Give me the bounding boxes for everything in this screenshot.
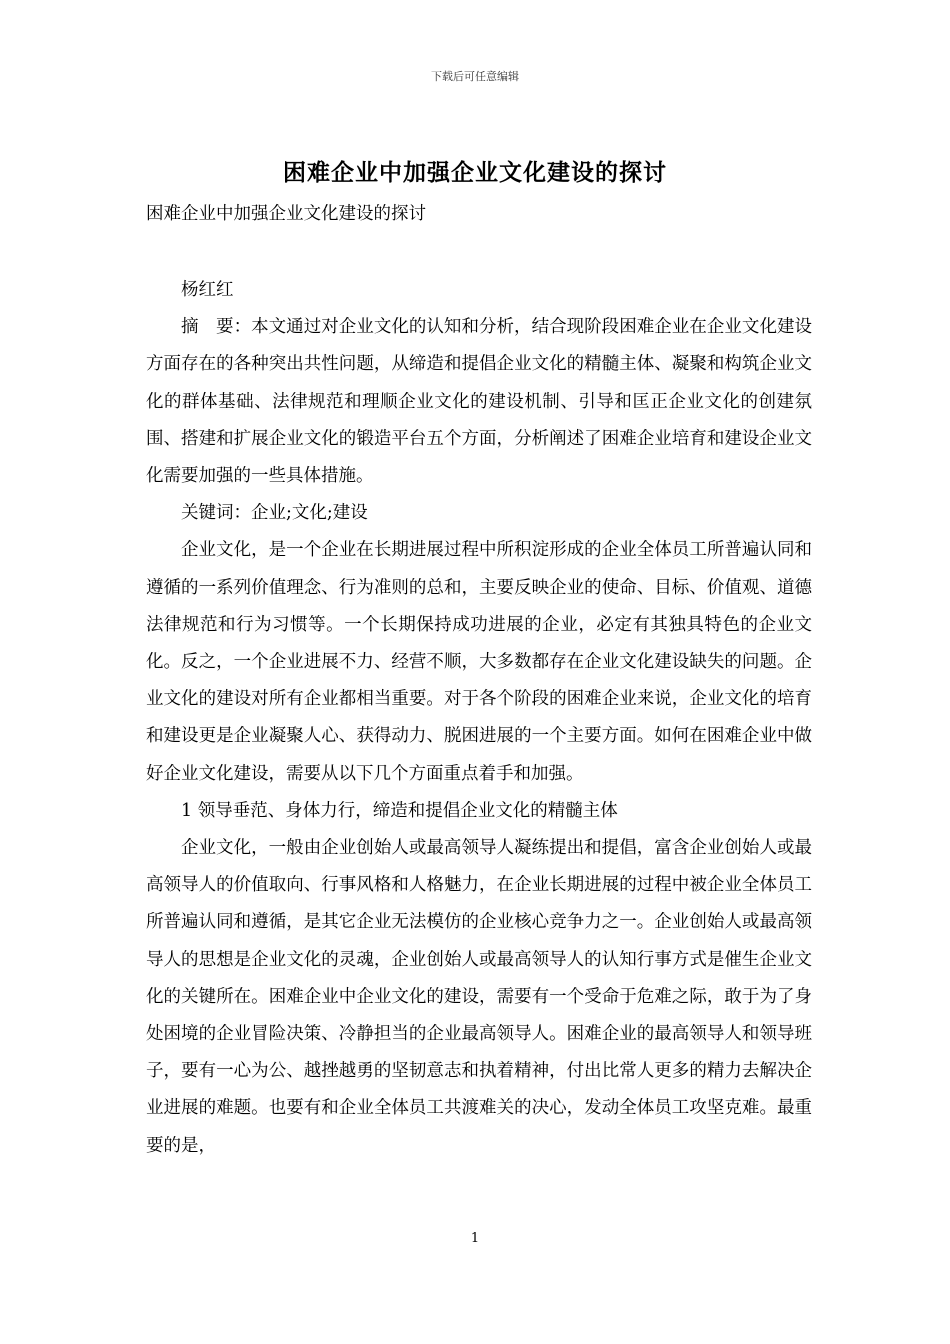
document-subtitle: 困难企业中加强企业文化建设的探讨: [146, 204, 426, 224]
keywords-line: 关键词：企业;文化;建设: [181, 503, 368, 524]
page-number: 1: [470, 1231, 480, 1246]
section1-paragraph: 企业文化，一般由企业创始人或最高领导人凝练提出和提倡，富含企业创始人或最高领导人的价值取向、行事风格和人格魅力，在企业长期进展的过程中被企业全体员工所普遍认同和遵循，是其它企业无法模仿的企业核心竞争力之一。企业创始人或最高领导人的思想是企业文化的灵魂，企业创始人或最高领导人的认知行事方式是催生企业文化的关键所在。困难企业中企业文化的建设，需要有一个受命于危难之际，敢于为了身处困境的企业冒险决策、冷静担当的企业最高领导人。困难企业的最高领导人和领导班子，要有一心为公、越挫越勇的坚韧意志和执着精神，付出比常人更多的精力去解决企业进展的难题。也要有和企业全体员工共渡难关的决心，发动全体员工攻坚克难。最重要的是，: [146, 838, 812, 1156]
section1-heading: 1 领导垂范、身体力行，缔造和提倡企业文化的精髓主体: [181, 800, 618, 821]
intro-paragraph: 企业文化，是一个企业在长期进展过程中所积淀形成的企业全体员工所普遍认同和遵循的一系列价值理念、行为准则的总和，主要反映企业的使命、目标、价值观、道德法律规范和行为习惯等。一个长期保持成功进展的企业，必定有其独具特色的企业文化。反之，一个企业进展不力、经营不顺，大多数都存在企业文化建设缺失的问题。企业文化的建设对所有企业都相当重要。对于各个阶段的困难企业来说，企业文化的培育和建设更是企业凝聚人心、获得动力、脱困进展的一个主要方面。如何在困难企业中做好企业文化建设，需要从以下几个方面重点着手和加强。: [146, 540, 812, 784]
document-title: 困难企业中加强企业文化建设的探讨: [283, 159, 667, 186]
author-line: 杨红红: [181, 280, 234, 300]
document-body: [146, 272, 812, 1165]
abstract-paragraph: 摘 要：本文通过对企业文化的认知和分析，结合现阶段困难企业在企业文化建设方面存在的各种突出共性问题，从缔造和提倡企业文化的精髓主体、凝聚和构筑企业文化的群体基础、法律规范和理顺企业文化的建设机制、引导和匡正企业文化的创建氛围、搭建和扩展企业文化的锻造平台五个方面，分析阐述了困难企业培育和建设企业文化需要加强的一些具体措施。: [146, 317, 812, 487]
page-header-note: 下载后可任意编辑: [431, 70, 519, 83]
